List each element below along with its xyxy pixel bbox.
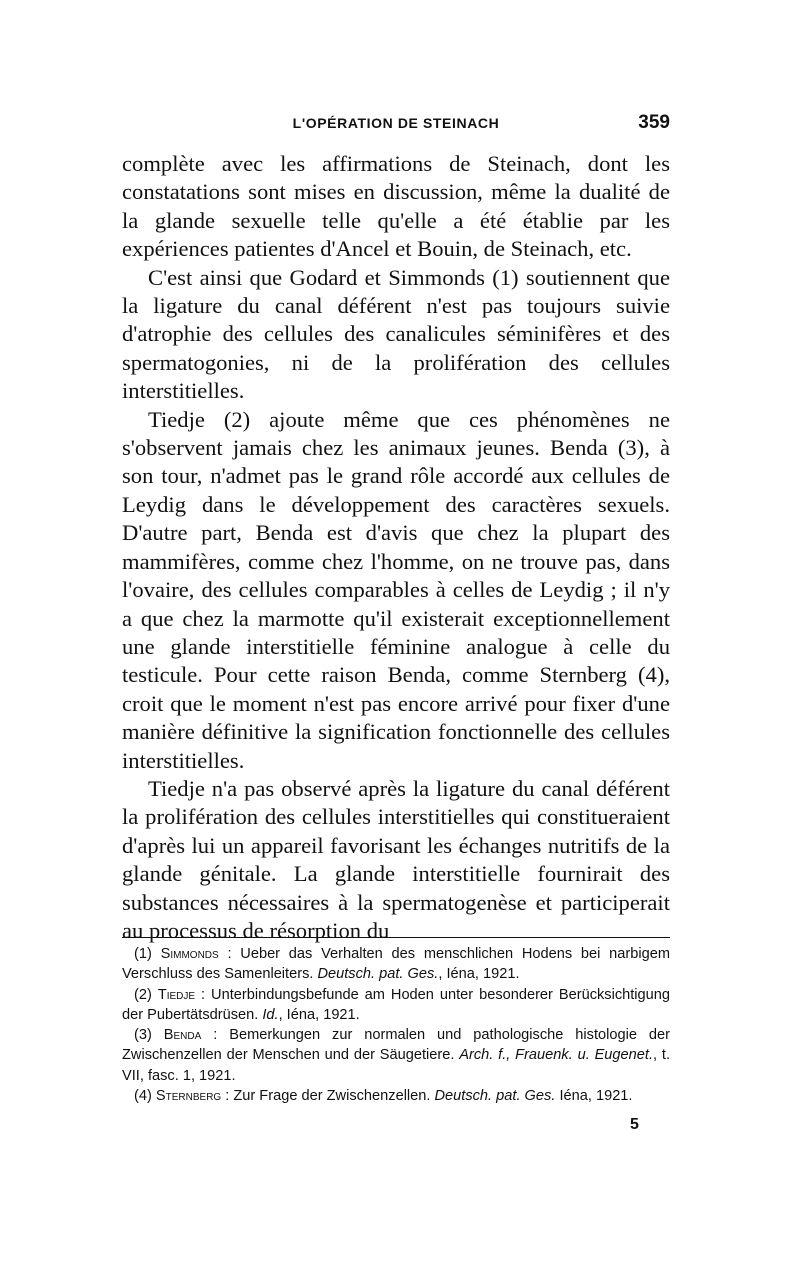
running-header	[122, 112, 670, 134]
footnote-1	[122, 944, 670, 985]
footnote-text: : Bemerkungen zur normalen und pathologische histologie der Zwischenzellen der Menschen und der Säugetiere.	[122, 1027, 670, 1064]
footnote-text: : Zur Frage der Zwischenzellen.	[221, 1088, 435, 1105]
footnote-marker: (1)	[134, 946, 152, 962]
running-title: L'OPÉRATION DE STEINACH	[292, 115, 500, 131]
footnote-3	[122, 1025, 670, 1086]
footnote-rest: , Iéna, 1921.	[278, 1006, 360, 1023]
footnote-rest: , t. VII, fasc. 1, 1921.	[122, 1047, 670, 1084]
footnote-rest: Iéna, 1921.	[555, 1088, 633, 1105]
footnote-rest: , Iéna, 1921.	[438, 966, 520, 983]
footnote-text: : Unterbindungsbefunde am Hoden unter besonderer Berücksichtigung der Pubertätsdrüsen.	[122, 986, 671, 1023]
footnotes	[122, 944, 670, 1106]
footnote-4	[122, 1086, 670, 1106]
paragraph-4: Tiedje n'a pas observé après la ligature du canal déférent la prolifération des cellules interstitielles qui constitueraient d'après lui un appareil favorisant les échanges nutritifs de la glande génitale. La glande interstitielle fournirait des substances nécessaires à la spermatogenèse et participerait au processus de résorption du	[122, 775, 670, 943]
footnote-author: Tiedje	[157, 986, 196, 1003]
footnote-journal: Deutsch. pat. Ges.	[317, 966, 439, 983]
footnote-marker: (4)	[134, 1088, 152, 1105]
footnote-journal: Id.	[262, 1006, 279, 1023]
paragraph-3: Tiedje (2) ajoute même que ces phénomènes ne s'observent jamais chez les animaux jeunes. Benda (3), à son tour, n'admet pas le grand rôle accordé aux cellules de Leydig dans le développement des caractères sexuels. D'autre part, Benda est d'avis que chez la plupart des mammifères, comme chez l'homme, on ne trouve pas, dans l'ovaire, des cellules comparables à celles de Leydig ; il n'y a que chez la marmotte qu'il existerait exceptionnellement une glande interstitielle féminine analogue à celle du testicule. Pour cette raison Benda, comme Sternberg (4), croit que le moment n'est pas encore arrivé pour fixer d'une manière définitive la signification fonctionnelle des cellules interstitielles.	[122, 406, 670, 773]
footnote-rule	[122, 937, 670, 938]
footnote-journal: Arch. f., Frauenk. u. Eugenet.	[459, 1047, 653, 1064]
footnote-journal: Deutsch. pat. Ges.	[434, 1088, 556, 1105]
paragraph-2: C'est ainsi que Godard et Simmonds (1) soutiennent que la ligature du canal déférent n'est pas toujours suivie d'atrophie des cellules des canalicules séminifères et des spermatogonies, ni de la prolifération des cellules interstitielles.	[122, 264, 670, 404]
footnote-author: Simmonds	[160, 946, 219, 962]
footnote-marker: (2)	[134, 986, 152, 1003]
paragraph-1: complète avec les affirmations de Steinach, dont les constatations sont mises en discussion, même la dualité de la glande sexuelle telle qu'elle a été établie par les expériences patientes d'Ancel et Bouin, de Steinach, etc.	[122, 151, 670, 262]
footnote-author: Sternberg	[155, 1088, 222, 1105]
footnote-text: : Ueber das Verhalten des menschlichen Hodens bei narbigem Verschluss des Samenleiters.	[122, 946, 670, 983]
document-page	[122, 0, 670, 1262]
body-text	[122, 150, 670, 945]
page-number: 359	[638, 112, 670, 133]
footnote-2	[122, 985, 670, 1026]
footnote-author: Benda	[163, 1027, 202, 1044]
signature-mark: 5	[630, 1116, 639, 1133]
footnote-marker: (3)	[134, 1027, 152, 1044]
